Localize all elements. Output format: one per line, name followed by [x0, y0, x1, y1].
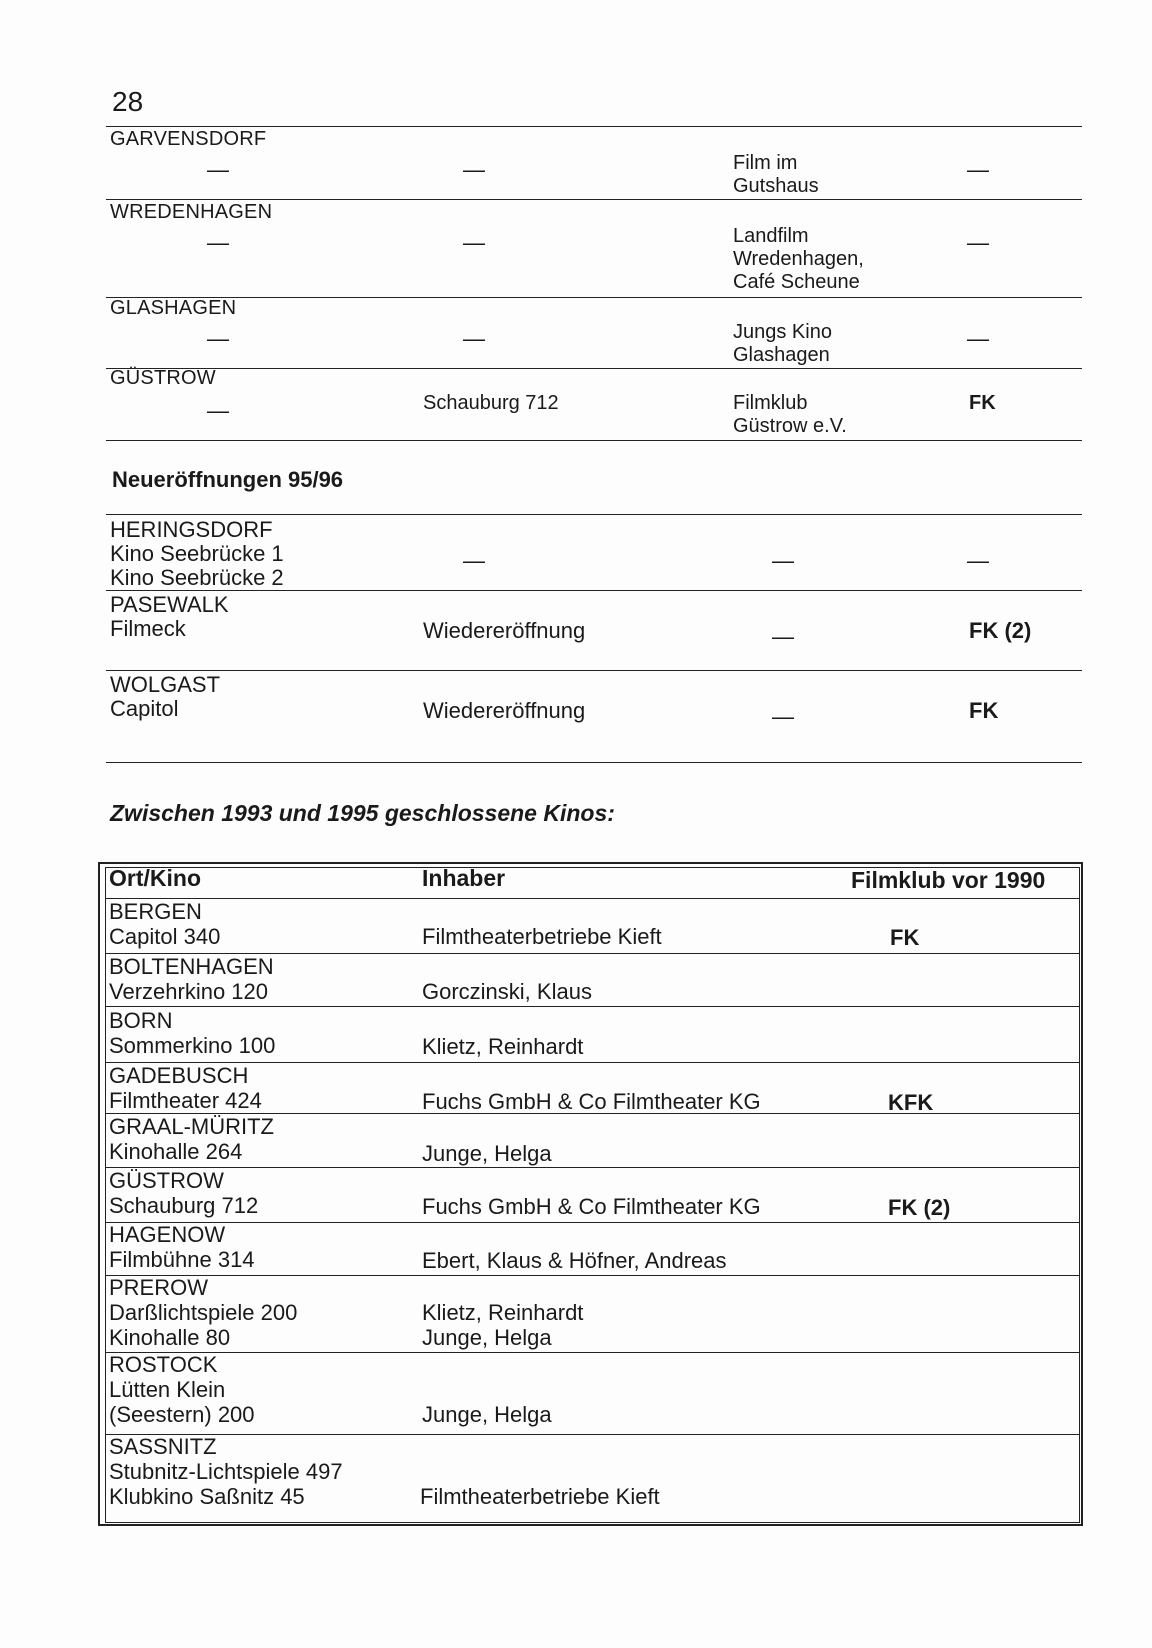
place-line: HAGENOW — [109, 1222, 226, 1247]
cinema-line: Café Scheune — [733, 271, 860, 293]
place-line: PREROW — [109, 1275, 208, 1300]
cinema-line: Jungs Kino — [733, 321, 832, 343]
place-line: Kinohalle 264 — [109, 1139, 243, 1164]
opening-entry — [110, 518, 284, 590]
dash: — — [207, 398, 229, 423]
place-line: Capitol 340 — [109, 924, 221, 949]
place-line: Klubkino Saßnitz 45 — [109, 1484, 305, 1509]
club-flag: FK — [969, 392, 996, 414]
table-row-owner: Junge, Helga — [422, 1402, 552, 1427]
divider — [106, 514, 1082, 515]
city-name: GARVENSDORF — [110, 128, 267, 150]
table-row-owner: Fuchs GmbH & Co Filmtheater KG — [422, 1194, 761, 1219]
table-row-place — [109, 1352, 255, 1427]
dash: — — [207, 326, 229, 351]
table-row-owner: Junge, Helga — [422, 1141, 552, 1166]
place-line: Sommerkino 100 — [109, 1033, 276, 1058]
place-line: GRAAL-MÜRITZ — [109, 1114, 274, 1139]
divider — [106, 670, 1082, 671]
table-row-owner — [422, 1300, 583, 1350]
row-divider — [105, 898, 1080, 899]
place-line: Darßlichtspiele 200 — [109, 1300, 298, 1325]
dash: — — [463, 230, 485, 255]
dash: — — [967, 326, 989, 351]
place-line: GÜSTROW — [109, 1168, 224, 1193]
table-row-place — [109, 1063, 262, 1113]
dash: — — [967, 548, 989, 573]
opening-entry — [110, 593, 229, 641]
header-owner: Inhaber — [422, 865, 506, 891]
place-line: Filmbühne 314 — [109, 1247, 255, 1272]
table-row-place — [109, 1008, 275, 1058]
place-line: Kinohalle 80 — [109, 1325, 231, 1350]
place-line: BOLTENHAGEN — [109, 954, 274, 979]
table-row-place — [109, 1222, 255, 1272]
divider — [106, 368, 1082, 369]
city-name: WREDENHAGEN — [110, 201, 273, 223]
dash: — — [967, 157, 989, 182]
table-row-place — [109, 899, 220, 949]
table-row-place — [109, 1275, 297, 1350]
table-row-place — [109, 1434, 343, 1509]
entry-line: Capitol — [110, 696, 179, 721]
table-row-owner: Filmtheaterbetriebe Kieft — [422, 924, 662, 949]
place-line: (Seestern) 200 — [109, 1402, 255, 1427]
dash: — — [207, 157, 229, 182]
table-row-club: KFK — [888, 1090, 934, 1115]
opening-entry — [110, 673, 220, 721]
club-flag: FK — [969, 698, 999, 723]
opening-status: Wiedereröffnung — [423, 618, 586, 643]
opening-status: Wiedereröffnung — [423, 698, 586, 723]
dash: — — [772, 704, 794, 729]
place-line: Schauburg 712 — [109, 1193, 259, 1218]
place-line: GADEBUSCH — [109, 1063, 249, 1088]
place-line: Filmtheater 424 — [109, 1088, 262, 1113]
place-line: ROSTOCK — [109, 1352, 218, 1377]
cinema-line: Gutshaus — [733, 175, 819, 197]
table-row-place — [109, 954, 274, 1004]
entry-line: PASEWALK — [110, 592, 229, 617]
cinema-line: Güstrow e.V. — [733, 415, 847, 437]
cinema-name — [733, 321, 832, 367]
owner-line: Junge, Helga — [422, 1325, 552, 1350]
dash: — — [207, 230, 229, 255]
entry-line: Kino Seebrücke 2 — [110, 565, 284, 590]
place-line: Stubnitz-Lichtspiele 497 — [109, 1459, 343, 1484]
cinema-line: Glashagen — [733, 344, 830, 366]
divider — [106, 590, 1082, 591]
cinema-name: Schauburg 712 — [423, 392, 559, 414]
table-row-place — [109, 1168, 258, 1218]
place-line: Lütten Klein — [109, 1377, 226, 1402]
dash: — — [772, 548, 794, 573]
entry-line: Kino Seebrücke 1 — [110, 541, 284, 566]
place-line: Verzehrkino 120 — [109, 979, 268, 1004]
cinema-name — [733, 392, 847, 438]
divider — [106, 762, 1082, 763]
entry-line: HERINGSDORF — [110, 517, 273, 542]
cinema-line: Film im — [733, 152, 798, 174]
dash: — — [772, 624, 794, 649]
row-divider — [105, 1006, 1080, 1007]
dash: — — [967, 230, 989, 255]
divider — [106, 440, 1082, 441]
city-name: GLASHAGEN — [110, 297, 237, 319]
place-line: SASSNITZ — [109, 1434, 217, 1459]
cinema-line: Landfilm — [733, 225, 809, 247]
entry-line: Filmeck — [110, 616, 186, 641]
dash: — — [463, 157, 485, 182]
table-row-club: FK — [890, 925, 920, 950]
club-flag: FK (2) — [969, 618, 1032, 643]
cinema-line: Filmklub — [733, 392, 808, 414]
table-row-owner: Ebert, Klaus & Höfner, Andreas — [422, 1248, 727, 1273]
owner-line: Klietz, Reinhardt — [422, 1300, 584, 1325]
header-club: Filmklub vor 1990 — [851, 867, 1046, 893]
dash: — — [463, 548, 485, 573]
city-name: GÜSTROW — [110, 367, 216, 389]
table-row-owner: Filmtheaterbetriebe Kieft — [420, 1484, 660, 1509]
cinema-name — [733, 152, 819, 198]
dash: — — [463, 326, 485, 351]
cinema-line: Wredenhagen, — [733, 248, 864, 270]
divider — [106, 199, 1082, 200]
table-row-place — [109, 1114, 274, 1164]
table-row-owner: Fuchs GmbH & Co Filmtheater KG — [422, 1089, 761, 1114]
divider — [106, 297, 1082, 298]
section-heading: Neueröffnungen 95/96 — [112, 467, 344, 492]
divider — [106, 126, 1082, 127]
place-line: BORN — [109, 1008, 173, 1033]
place-line: BERGEN — [109, 899, 202, 924]
closed-heading: Zwischen 1993 und 1995 geschlossene Kinos: — [110, 800, 615, 826]
entry-line: WOLGAST — [110, 672, 221, 697]
cinema-name — [733, 225, 864, 294]
table-row-club: FK (2) — [888, 1195, 951, 1220]
table-row-owner: Klietz, Reinhardt — [422, 1034, 584, 1059]
table-row-owner: Gorczinski, Klaus — [422, 979, 592, 1004]
header-place: Ort/Kino — [109, 865, 201, 891]
page-number: 28 — [112, 86, 144, 117]
